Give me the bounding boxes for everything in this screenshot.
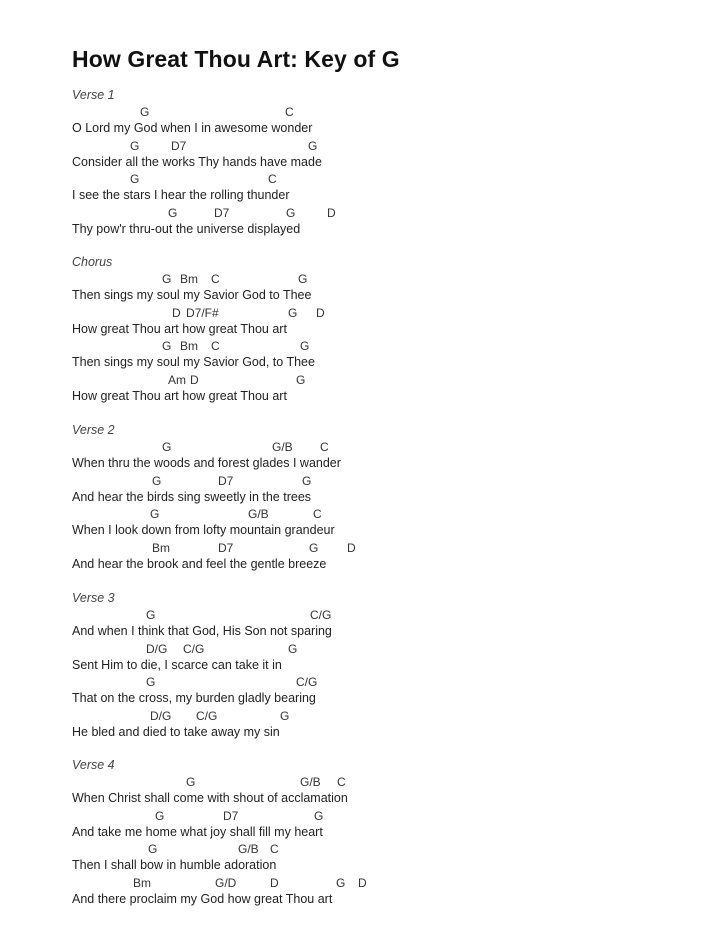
lyric-text: He bled and died to take away my sin bbox=[72, 724, 280, 739]
lyric-text: O Lord my God when I in awesome wonder bbox=[72, 121, 313, 135]
lyric-text: That on the cross, my burden gladly bearing bbox=[72, 691, 316, 705]
lyric-text: And hear the birds sing sweetly in the trees bbox=[72, 489, 312, 504]
lyric-text: And there proclaim my God how great Thou art bbox=[72, 891, 333, 906]
chord: G bbox=[296, 372, 306, 387]
chord: Bm bbox=[180, 272, 198, 286]
lyric-text: And take me home what joy shall fill my heart bbox=[72, 824, 323, 839]
section-label: Verse 2 bbox=[72, 423, 115, 437]
lyric-line bbox=[72, 338, 672, 372]
lyric-line bbox=[72, 875, 672, 909]
lyric-line bbox=[72, 641, 672, 675]
chord: G/B bbox=[248, 507, 269, 521]
lyric-text: And hear the brook and feel the gentle breeze bbox=[72, 556, 327, 571]
lyric-line bbox=[72, 607, 672, 641]
lyric-text: When thru the woods and forest glades I wander bbox=[72, 456, 341, 470]
chord-row bbox=[72, 305, 672, 321]
section-label: Verse 4 bbox=[72, 758, 115, 772]
lyric-line bbox=[72, 138, 672, 172]
lyric-text: How great Thou art how great Thou art bbox=[72, 388, 287, 403]
chord-row bbox=[72, 841, 672, 857]
chord: G/D bbox=[215, 875, 237, 890]
lyric-text: Then sings my soul my Savior God to Thee bbox=[72, 288, 312, 302]
chord-row bbox=[72, 641, 672, 657]
chord: C bbox=[337, 775, 346, 789]
chord: D7 bbox=[218, 540, 234, 555]
chord: G bbox=[162, 339, 172, 353]
lyric-line bbox=[72, 271, 672, 305]
chord: G bbox=[146, 675, 156, 689]
lyric-line bbox=[72, 104, 672, 138]
chord: G bbox=[186, 775, 196, 789]
chord: D7/F# bbox=[186, 305, 219, 320]
chord-row bbox=[72, 808, 672, 824]
chord-row bbox=[72, 506, 672, 522]
chord: G bbox=[298, 272, 308, 286]
chord: G bbox=[162, 440, 172, 454]
chord: G bbox=[314, 808, 324, 823]
chord: C/G bbox=[296, 675, 318, 689]
chord: G/B bbox=[300, 775, 321, 789]
lyric-line bbox=[72, 708, 672, 742]
chord: D bbox=[172, 305, 181, 320]
chord-row bbox=[72, 338, 672, 354]
lyric-line bbox=[72, 674, 672, 708]
chord-row bbox=[72, 271, 672, 287]
chord: G bbox=[168, 205, 178, 220]
chord: C/G bbox=[310, 608, 332, 622]
chord: D7 bbox=[218, 473, 234, 488]
lyric-line bbox=[72, 841, 672, 875]
chord-row bbox=[72, 171, 672, 187]
lyric-line bbox=[72, 540, 672, 574]
chord: D bbox=[190, 372, 199, 387]
lyric-line bbox=[72, 439, 672, 473]
chord: G bbox=[300, 339, 310, 353]
chord: D bbox=[270, 875, 279, 890]
lyric-text: I see the stars I hear the rolling thunder bbox=[72, 188, 290, 202]
chord: D bbox=[327, 205, 336, 220]
chord: Bm bbox=[180, 339, 198, 353]
chord: G bbox=[336, 875, 346, 890]
chord: D7 bbox=[214, 205, 230, 220]
lyric-line bbox=[72, 305, 672, 339]
lyric-line bbox=[72, 774, 672, 808]
chord: C bbox=[211, 272, 220, 286]
chord-row bbox=[72, 104, 672, 120]
chord: G bbox=[288, 305, 298, 320]
chord: G bbox=[302, 473, 312, 488]
chord: G/B bbox=[238, 842, 259, 856]
lyric-text: When Christ shall come with shout of acclamation bbox=[72, 791, 348, 805]
song-title: How Great Thou Art: Key of G bbox=[72, 46, 400, 72]
chord: G bbox=[150, 507, 160, 521]
chord: G bbox=[140, 105, 150, 119]
chord: Bm bbox=[133, 875, 151, 890]
chord: G bbox=[309, 540, 319, 555]
lyric-line bbox=[72, 372, 672, 406]
lyric-text: Sent Him to die, I scarce can take it in bbox=[72, 657, 282, 672]
chord: C bbox=[270, 842, 279, 856]
chord: D bbox=[358, 875, 367, 890]
chord: G bbox=[130, 172, 140, 186]
chord: C bbox=[211, 339, 220, 353]
chord: G bbox=[148, 842, 158, 856]
chord: D bbox=[316, 305, 325, 320]
chord: G bbox=[162, 272, 172, 286]
lyric-text: Then sings my soul my Savior God, to Thee bbox=[72, 355, 315, 369]
lyric-text: Consider all the works Thy hands have made bbox=[72, 154, 322, 169]
chord: D/G bbox=[146, 641, 168, 656]
section-label: Chorus bbox=[72, 255, 113, 269]
lyric-text: Then I shall bow in humble adoration bbox=[72, 858, 277, 872]
lyric-text: And when I think that God, His Son not sparing bbox=[72, 624, 332, 638]
chord: D7 bbox=[171, 138, 187, 153]
lyric-text: How great Thou art how great Thou art bbox=[72, 321, 287, 336]
section-label: Verse 3 bbox=[72, 591, 115, 605]
chord: D/G bbox=[150, 708, 172, 723]
chord: Am bbox=[168, 372, 186, 387]
chord-row bbox=[72, 473, 672, 489]
lyric-line bbox=[72, 808, 672, 842]
chord: C bbox=[285, 105, 294, 119]
chord: G bbox=[286, 205, 296, 220]
section-label: Verse 1 bbox=[72, 88, 115, 102]
chord: G bbox=[152, 473, 162, 488]
chord: C/G bbox=[183, 641, 205, 656]
chord: C bbox=[320, 440, 329, 454]
lyric-line bbox=[72, 473, 672, 507]
lyric-line bbox=[72, 171, 672, 205]
chord: D bbox=[347, 540, 356, 555]
chord-row bbox=[72, 875, 672, 891]
lyric-line bbox=[72, 205, 672, 239]
chord: D7 bbox=[223, 808, 239, 823]
chord-row bbox=[72, 540, 672, 556]
chord: C/G bbox=[196, 708, 218, 723]
chord: G bbox=[280, 708, 290, 723]
chord-row bbox=[72, 205, 672, 221]
chord-row bbox=[72, 708, 672, 724]
chord: Bm bbox=[152, 540, 170, 555]
chord-row bbox=[72, 607, 672, 623]
song-section-verse-3 bbox=[72, 589, 672, 741]
song-section-verse-1 bbox=[72, 86, 672, 238]
chord-row bbox=[72, 774, 672, 790]
song-section-verse-2 bbox=[72, 421, 672, 573]
chord: G bbox=[130, 138, 140, 153]
chord: G bbox=[288, 641, 298, 656]
lyric-line bbox=[72, 506, 672, 540]
song-section-verse-4 bbox=[72, 756, 672, 908]
chord: G/B bbox=[272, 440, 293, 454]
chord-row bbox=[72, 138, 672, 154]
chord: C bbox=[313, 507, 322, 521]
lyric-text: When I look down from lofty mountain grandeur bbox=[72, 523, 335, 537]
song-section-chorus bbox=[72, 253, 672, 405]
chord: G bbox=[308, 138, 318, 153]
chord: G bbox=[155, 808, 165, 823]
chord-row bbox=[72, 372, 672, 388]
chord-row bbox=[72, 674, 672, 690]
chord: G bbox=[146, 608, 156, 622]
chord-row bbox=[72, 439, 672, 455]
lyric-text: Thy pow'r thru-out the universe displayed bbox=[72, 221, 301, 236]
chord: C bbox=[268, 172, 277, 186]
